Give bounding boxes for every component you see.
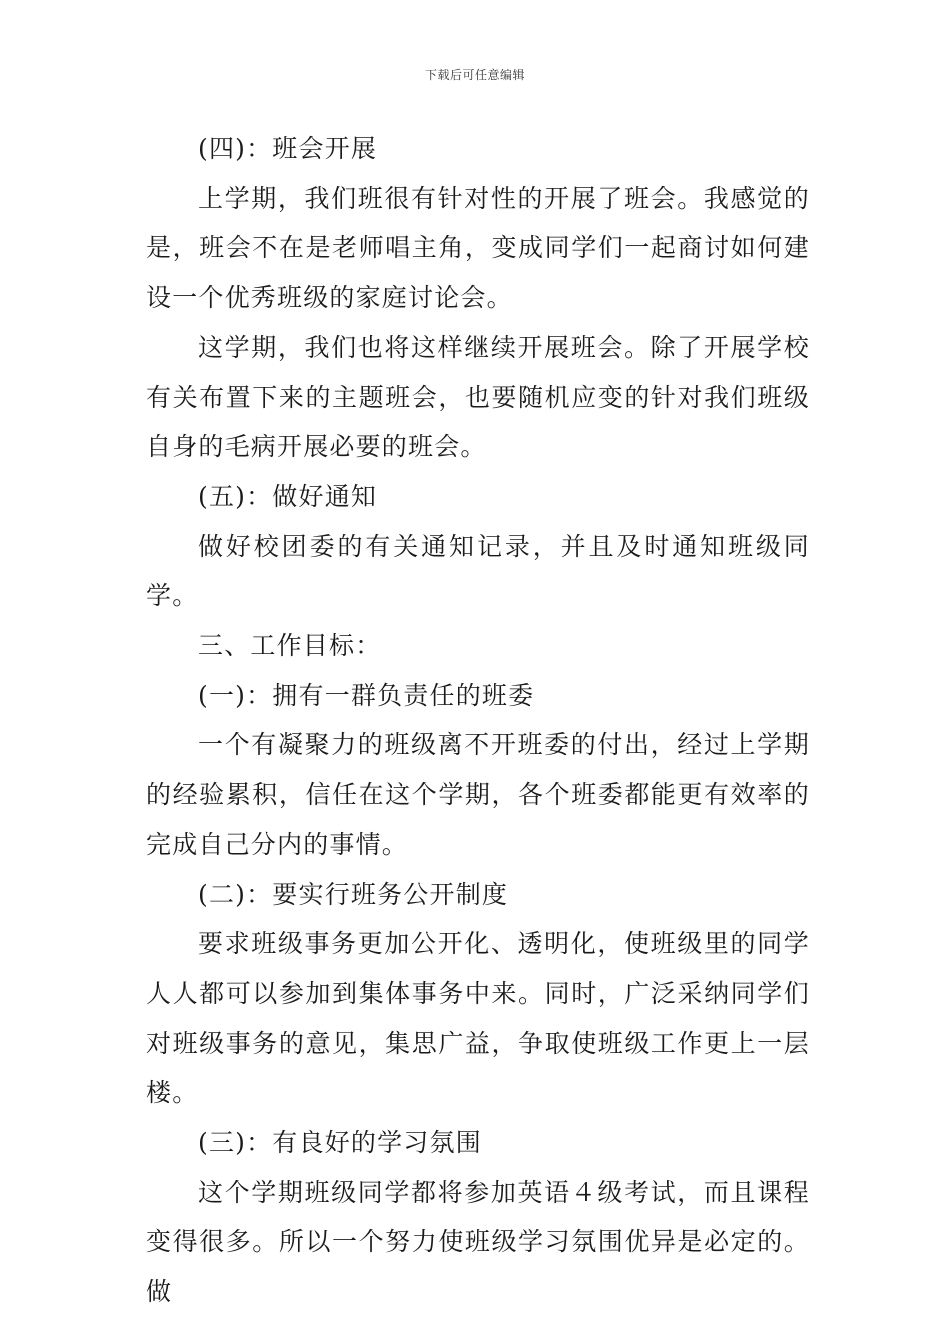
- page-header: 下载后可任意编辑: [424, 68, 525, 82]
- heading-open-affairs: (二)：要实行班务公开制度: [198, 879, 509, 909]
- paragraph-notifications: 做好校团委的有关通知记录，并且及时通知班级同学。: [146, 531, 810, 611]
- paragraph-this-semester-meetings: 这学期，我们也将这样继续开展班会。除了开展学校有关布置下来的主题班会，也要随机应变的针对我们班级自身的毛病开展必要的班会。: [146, 332, 810, 462]
- heading-responsible-committee: (一)：拥有一群负责任的班委: [198, 680, 535, 710]
- paragraph-responsible-committee: 一个有凝聚力的班级离不开班委的付出，经过上学期的经验累积，信任在这个学期，各个班委都能更有效率的完成自己分内的事情。: [146, 730, 810, 859]
- heading-work-goals: 三、工作目标：: [198, 631, 382, 661]
- heading-notifications: (五)：做好通知: [198, 481, 378, 511]
- heading-study-atmosphere: (三)：有良好的学习氛围: [198, 1128, 482, 1158]
- paragraph-open-affairs: 要求班级事务更加公开化、透明化，使班级里的同学人人都可以参加到集体事务中来。同时，广泛采纳同学们对班级事务的意见，集思广益，争取使班级工作更上一层楼。: [146, 929, 810, 1108]
- heading-class-meeting: (四)：班会开展: [198, 134, 378, 163]
- document-body: [146, 124, 810, 1317]
- paragraph-last-semester-meetings: 上学期，我们班很有针对性的开展了班会。我感觉的是，班会不在是老师唱主角，变成同学们一起商讨如何建设一个优秀班级的家庭讨论会。: [146, 183, 810, 313]
- paragraph-study-atmosphere: 这个学期班级同学都将参加英语４级考试，而且课程变得很多。所以一个努力使班级学习氛围优异是必定的。做: [146, 1177, 810, 1307]
